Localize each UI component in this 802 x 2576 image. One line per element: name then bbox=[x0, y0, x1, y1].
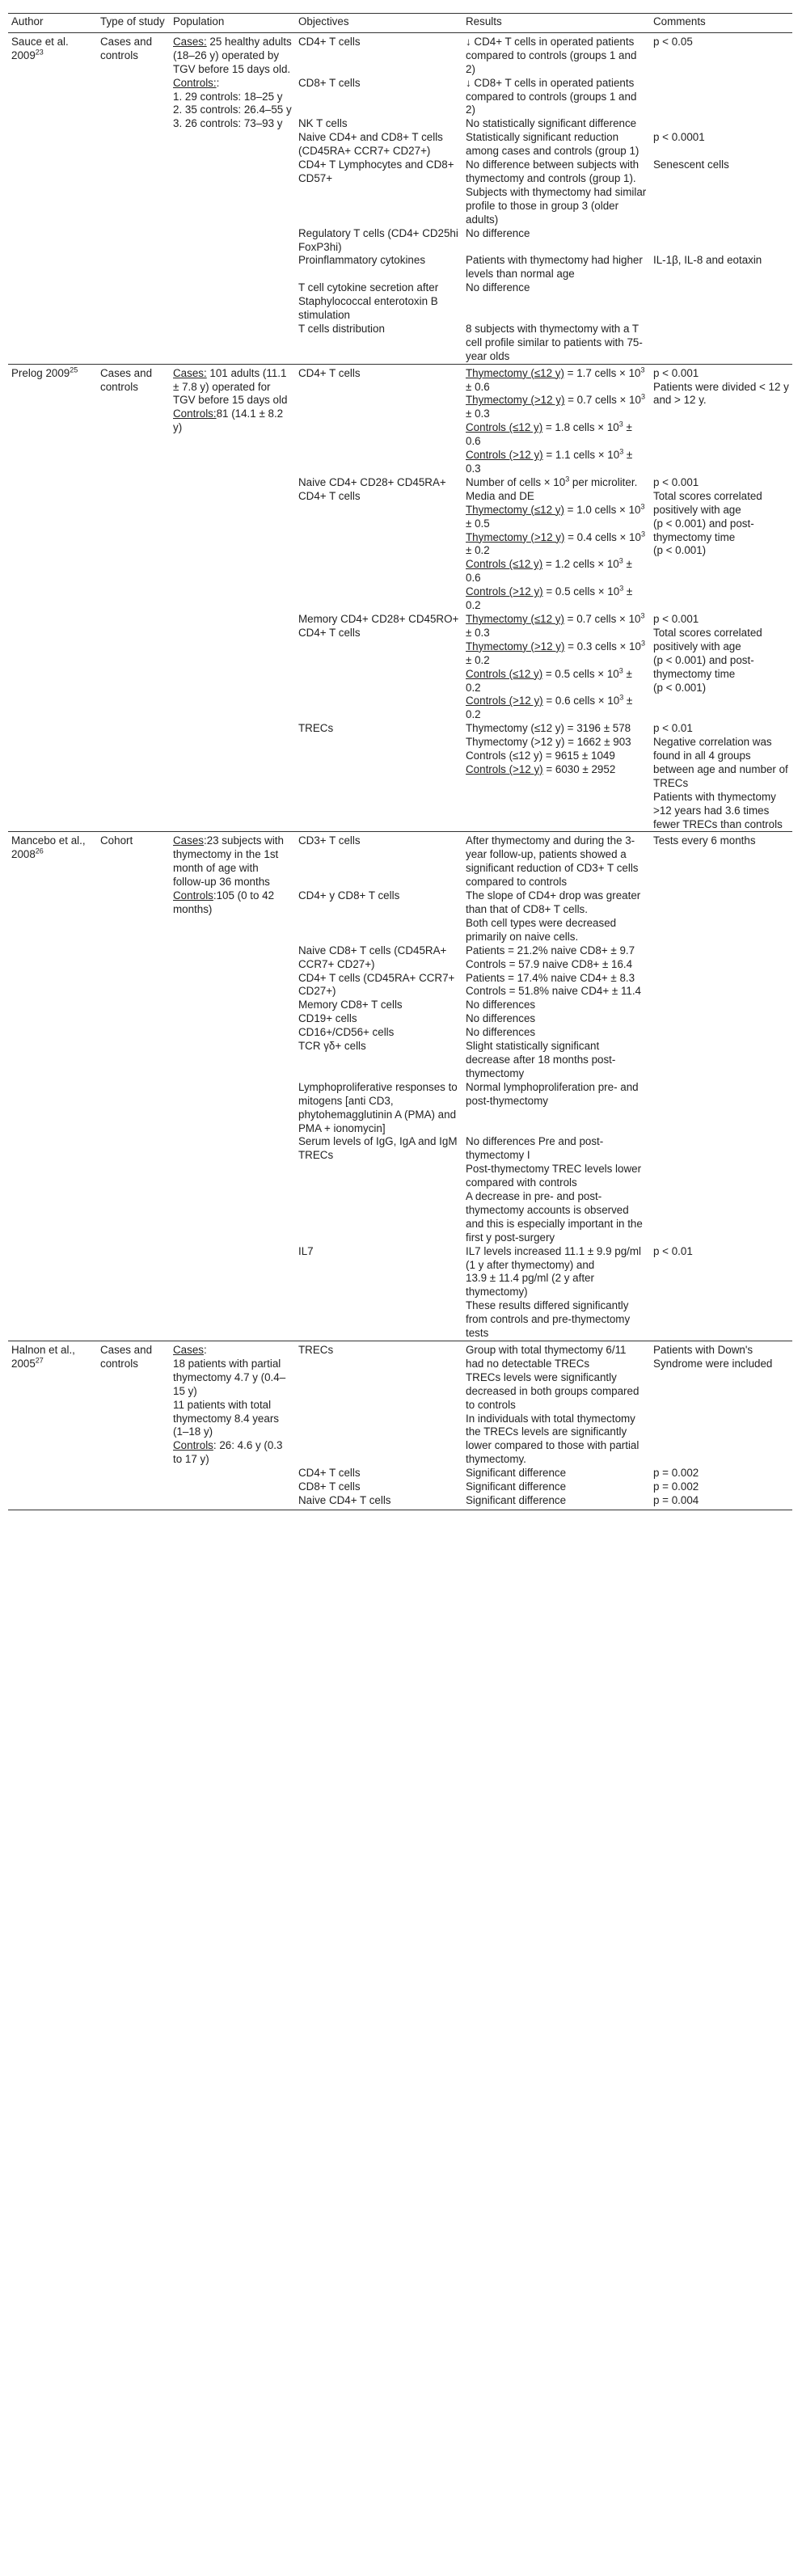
comment-cell bbox=[650, 889, 792, 944]
objective-cell: CD4+ T cells (CD45RA+ CCR7+ CD27+) bbox=[298, 971, 455, 998]
comment-cell: p < 0.05 bbox=[650, 32, 792, 76]
population-cases-label: Cases bbox=[173, 1344, 204, 1356]
result-cell bbox=[462, 476, 650, 613]
result-text: ± 0.6 bbox=[466, 558, 632, 585]
result-cell: ↓ CD8+ T cells in operated patients compared to controls (groups 1 and 2) bbox=[466, 76, 637, 116]
result-cell: No differences bbox=[466, 999, 536, 1011]
objective-cell: CD4+ T cells bbox=[295, 364, 462, 476]
author-cell bbox=[8, 832, 97, 1341]
objective-cell: T cell cytokine secretion after Staphylococcal enterotoxin B stimulation bbox=[298, 281, 439, 322]
population-text: Cases: bbox=[173, 35, 207, 48]
result-cell: 8 subjects with thymectomy with a T cell profile similar to patients with 75-year olds bbox=[466, 322, 643, 362]
objective-cell: CD19+ cells CD16+/CD56+ cells TCR γδ+ cells bbox=[298, 1012, 395, 1053]
result-text: ± 0.5 bbox=[466, 517, 490, 530]
result-group-label: Controls (≤12 y) bbox=[466, 667, 543, 680]
objective-cell: Memory CD4+ CD28+ CD45RO+ CD4+ T cells bbox=[298, 612, 459, 639]
result-group-label: Controls (≤12 y) bbox=[466, 558, 543, 571]
result-cell: Significant difference bbox=[466, 1467, 567, 1480]
result-cell: No difference bbox=[466, 281, 530, 294]
objective-cell: TRECs bbox=[295, 1341, 462, 1467]
comment-cell: Senescent cells bbox=[653, 158, 729, 171]
result-group-label: Thymectomy (>12 y) bbox=[466, 530, 565, 543]
result-text: Number of cells × 10 bbox=[466, 475, 566, 488]
objective-cell: Proinflammatory cytokines bbox=[298, 254, 426, 267]
comment-cell bbox=[650, 1012, 792, 1081]
result-cell bbox=[462, 722, 650, 832]
author-year: 2005 bbox=[11, 1357, 36, 1370]
header-row bbox=[8, 14, 792, 33]
result-text: = 0.7 cells × 10 bbox=[564, 612, 641, 625]
population-cases-text: : 18 patients with partial thymectomy 4.7 y (0.4–15 y) 11 patients with total thymectomy 8.4 years (1–18 y) bbox=[173, 1344, 286, 1438]
reference-number: 23 bbox=[35, 48, 44, 57]
result-text: = 0.4 cells × 10 bbox=[564, 530, 641, 543]
result-group-label: Thymectomy (≤12 y) bbox=[466, 503, 564, 516]
result-text: = 1.2 cells × 10 bbox=[542, 558, 619, 571]
result-sup: 3 bbox=[618, 666, 623, 675]
comment-cell: p = 0.004 bbox=[653, 1493, 699, 1506]
header-type: Type of study bbox=[97, 14, 170, 33]
result-text: ± 0.3 bbox=[466, 449, 633, 475]
table-row bbox=[8, 364, 792, 476]
reference-number: 25 bbox=[70, 365, 78, 374]
result-sup: 3 bbox=[565, 475, 570, 484]
population-text: :105 (0 to 42 months) bbox=[173, 889, 275, 915]
population-cases-label: Cases: bbox=[173, 366, 207, 379]
result-cell: No difference bbox=[466, 226, 530, 239]
result-cell: IL7 levels increased 11.1 ± 9.9 pg/ml (1 y after thymectomy) and 13.9 ± 11.4 pg/ml (2 y after thymectomy) These results differed significantly from controls and pre-thymectomy tests bbox=[466, 1244, 642, 1340]
result-text: ± 0.2 bbox=[466, 695, 633, 721]
author-name: Halnon et al., bbox=[11, 1344, 75, 1356]
comment-cell: p = 0.002 bbox=[653, 1467, 699, 1480]
result-cell: ↓ CD4+ T cells in operated patients compared to controls (groups 1 and 2) bbox=[462, 32, 650, 76]
result-cell: After thymectomy and during the 3-year follow-up, patients showed a significant reduction of CD3+ T cells compared to controls bbox=[462, 832, 650, 889]
result-text: = 0.6 cells × 10 bbox=[542, 695, 620, 707]
result-sup: 3 bbox=[640, 393, 645, 401]
result-sup: 3 bbox=[618, 556, 623, 565]
result-cell: No statistically significant difference bbox=[466, 117, 637, 130]
comment-cell: IL-1β, IL-8 and eotaxin bbox=[653, 254, 762, 267]
objective-cell: CD4+ y CD8+ T cells bbox=[298, 889, 400, 902]
study-type-cell: Cases and controls bbox=[97, 32, 170, 364]
population-controls-label: Controls: bbox=[173, 408, 217, 420]
population-controls-text: : 26: 4.6 y (0.3 to 17 y) bbox=[173, 1439, 283, 1466]
result-text: = 6030 ± 2952 bbox=[542, 762, 616, 775]
result-group-label: Controls (>12 y) bbox=[466, 449, 543, 462]
comment-cell bbox=[650, 1135, 792, 1244]
result-sup: 3 bbox=[640, 530, 645, 538]
comment-cell bbox=[650, 77, 792, 118]
population-text: Cases bbox=[173, 834, 204, 847]
objective-cell: CD4+ T cells bbox=[295, 32, 462, 76]
objective-cell: Naive CD4+ CD28+ CD45RA+ CD4+ T cells bbox=[298, 475, 446, 502]
result-group-label: Thymectomy (≤12 y) bbox=[466, 612, 564, 625]
author-name: Prelog bbox=[11, 366, 46, 379]
result-text: = 1.7 cells × 10 bbox=[564, 366, 641, 379]
objective-cell: Naive CD4+ and CD8+ T cells (CD45RA+ CCR7+ CD27+) bbox=[298, 131, 443, 158]
result-cell: No differences Pre and post-thymectomy I Post-thymectomy TREC levels lower compared with controls A decrease in pre- and post-thymectomy accounts is observed and this is especially important in the first y post-surgery bbox=[466, 1135, 643, 1244]
reference-number: 27 bbox=[35, 1356, 44, 1365]
objective-cell: Lymphoproliferative responses to mitogens [anti CD3, phytohemagglutinin A (PMA) and PMA + ionomycin] bbox=[298, 1080, 458, 1134]
objective-cell: CD4+ T Lymphocytes and CD8+ CD57+ bbox=[298, 158, 454, 184]
objective-cell: IL7 bbox=[298, 1244, 314, 1257]
result-sup: 3 bbox=[619, 447, 624, 456]
result-cell: Significant difference bbox=[466, 1493, 567, 1506]
result-sup: 3 bbox=[640, 502, 645, 511]
result-cell: Significant difference bbox=[466, 1480, 567, 1493]
result-sup: 3 bbox=[619, 584, 624, 593]
population-cell bbox=[170, 1341, 295, 1510]
author-name: Sauce et al. bbox=[11, 35, 69, 48]
population-text: : bbox=[216, 76, 220, 89]
result-cell: Statistically significant reduction among cases and controls (group 1) bbox=[466, 131, 639, 158]
result-text: Thymectomy (>12 y) = 1662 ± 903 bbox=[466, 736, 631, 749]
header-objectives: Objectives bbox=[295, 14, 462, 33]
table-body bbox=[8, 32, 792, 1509]
comment-cell: p < 0.001 Patients were divided < 12 y and > 12 y. bbox=[650, 364, 792, 476]
result-group-label: Controls (>12 y) bbox=[466, 585, 543, 598]
author-cell bbox=[8, 32, 97, 364]
result-cell: The slope of CD4+ drop was greater than that of CD8+ T cells. Both cell types were decreased primarily on naive cells. bbox=[466, 889, 641, 943]
result-cell bbox=[462, 613, 650, 722]
result-text: Thymectomy (≤12 y) = 3196 ± 578 bbox=[466, 722, 631, 735]
result-sup: 3 bbox=[618, 420, 623, 429]
population-controls-label: Controls bbox=[173, 1439, 213, 1452]
result-cell: Patients = 21.2% naive CD8+ ± 9.7 Controls = 57.9 naive CD8+ ± 16.4 bbox=[466, 944, 635, 970]
author-year: 2008 bbox=[11, 848, 36, 861]
result-text: ± 0.3 bbox=[466, 626, 490, 639]
author-year: 2009 bbox=[11, 49, 36, 61]
header-comments: Comments bbox=[650, 14, 792, 33]
studies-table bbox=[8, 13, 792, 1510]
objective-cell: T cells distribution bbox=[298, 322, 385, 335]
result-group-label: Controls (≤12 y) bbox=[466, 421, 543, 434]
comment-cell bbox=[650, 1081, 792, 1136]
comment-cell: p = 0.002 bbox=[653, 1480, 699, 1493]
objective-cell: Naive CD4+ T cells bbox=[298, 1493, 391, 1506]
objective-cell: Serum levels of IgG, IgA and IgM TRECs bbox=[298, 1135, 458, 1162]
objective-cell: Regulatory T cells (CD4+ CD25hi FoxP3hi) bbox=[298, 226, 458, 253]
result-text: = 0.5 cells × 10 bbox=[542, 667, 619, 680]
population-text: 25 healthy adults (18–26 y) operated by TGV before 15 days old. bbox=[173, 35, 292, 75]
comment-cell: p < 0.001 Total scores correlated positively with age (p < 0.001) and post-thymectomy time (p < 0.001) bbox=[653, 475, 762, 557]
population-controls-text: 81 (14.1 ± 8.2 y) bbox=[173, 408, 284, 434]
header-author: Author bbox=[8, 14, 97, 33]
objective-cell: CD3+ T cells bbox=[295, 832, 462, 889]
result-text: ± 0.6 bbox=[466, 421, 632, 448]
header-results: Results bbox=[462, 14, 650, 33]
result-group-label: Controls (>12 y) bbox=[466, 762, 543, 775]
comment-cell bbox=[650, 281, 792, 323]
result-text: ± 0.2 bbox=[466, 653, 490, 666]
result-group-label: Thymectomy (>12 y) bbox=[466, 394, 565, 407]
author-cell bbox=[8, 364, 97, 832]
result-text: = 1.1 cells × 10 bbox=[542, 449, 620, 462]
result-text: ± 0.3 bbox=[466, 408, 490, 420]
result-group-label: Thymectomy (≤12 y) bbox=[466, 366, 564, 379]
comment-cell bbox=[650, 117, 792, 131]
result-text: ± 0.6 bbox=[466, 380, 490, 393]
table-row bbox=[8, 1341, 792, 1467]
reference-number: 26 bbox=[35, 847, 44, 855]
objective-cell: CD8+ T cells bbox=[298, 1480, 361, 1493]
study-type-cell: Cases and controls bbox=[97, 364, 170, 832]
result-group-label: Controls (>12 y) bbox=[466, 695, 543, 707]
result-text: = 0.7 cells × 10 bbox=[564, 394, 641, 407]
study-type-cell: Cases and controls bbox=[97, 1341, 170, 1510]
result-text: = 0.3 cells × 10 bbox=[564, 640, 641, 652]
result-sup: 3 bbox=[619, 693, 624, 702]
objective-cell: CD8+ T cells bbox=[298, 76, 361, 89]
table-row bbox=[8, 32, 792, 76]
result-group-label: Thymectomy (>12 y) bbox=[466, 640, 565, 652]
result-text: = 1.8 cells × 10 bbox=[542, 421, 619, 434]
result-cell: Normal lymphoproliferation pre- and post-thymectomy bbox=[466, 1080, 639, 1107]
comment-cell bbox=[650, 999, 792, 1012]
result-cell bbox=[462, 364, 650, 476]
population-text: 2. 35 controls: 26.4–55 y bbox=[173, 103, 292, 116]
comment-cell: Tests every 6 months bbox=[650, 832, 792, 889]
comment-cell: p < 0.0001 bbox=[653, 131, 705, 144]
objective-cell: TRECs bbox=[298, 722, 334, 735]
result-text: = 1.0 cells × 10 bbox=[564, 503, 641, 516]
objective-cell: CD4+ T cells bbox=[298, 1467, 361, 1480]
comment-cell: Patients with Down's Syndrome were included bbox=[650, 1341, 792, 1467]
population-text: :23 subjects with thymectomy in the 1st month of age with follow-up 36 months bbox=[173, 834, 284, 889]
result-cell: Patients with thymectomy had higher levels than normal age bbox=[466, 254, 643, 281]
result-sup: 3 bbox=[640, 611, 645, 620]
result-cell: Patients = 17.4% naive CD4+ ± 8.3 Controls = 51.8% naive CD4+ ± 11.4 bbox=[466, 971, 642, 998]
result-text: ± 0.2 bbox=[466, 585, 633, 612]
header-population: Population bbox=[170, 14, 295, 33]
result-cell: No difference between subjects with thymectomy and controls (group 1). Subjects with thymectomy had similar profile to those in group 3 (older adults) bbox=[466, 158, 647, 226]
population-cell bbox=[170, 832, 295, 1341]
objective-cell: Memory CD8+ T cells bbox=[298, 999, 403, 1011]
author-year: 2009 bbox=[45, 366, 70, 379]
result-text: per microliter. Media and DE bbox=[466, 475, 638, 502]
comment-cell bbox=[650, 227, 792, 255]
result-text: Controls (≤12 y) = 9615 ± 1049 bbox=[466, 750, 615, 762]
comment-cell: p < 0.01 Negative correlation was found in all 4 groups between age and number of TRECs Patients with thymectomy >12 years had 3.6 times fewer TRECs than controls bbox=[653, 722, 788, 830]
author-cell bbox=[8, 1341, 97, 1510]
result-text: = 0.5 cells × 10 bbox=[542, 585, 620, 598]
result-sup: 3 bbox=[640, 639, 645, 648]
objective-cell: NK T cells bbox=[298, 117, 348, 130]
study-type-cell: Cohort bbox=[97, 832, 170, 1341]
population-text: Controls: bbox=[173, 76, 217, 89]
population-cases-text: 101 adults (11.1 ± 7.8 y) operated for TGV before 15 days old bbox=[173, 366, 288, 407]
objective-cell: Naive CD8+ T cells (CD45RA+ CCR7+ CD27+) bbox=[298, 944, 447, 970]
comment-cell bbox=[650, 972, 792, 999]
population-cell bbox=[170, 32, 295, 364]
population-text: 1. 29 controls: 18–25 y bbox=[173, 90, 283, 103]
comment-cell bbox=[650, 323, 792, 364]
result-cell: Group with total thymectomy 6/11 had no detectable TRECs TRECs levels were significantly decreased in both groups compared to controls In individuals with total thymectomy the TRECs levels are significantly lower compared to those with partial thymectomy. bbox=[462, 1341, 650, 1467]
comment-cell bbox=[650, 944, 792, 972]
table-row bbox=[8, 832, 792, 889]
author-name: Mancebo et al., bbox=[11, 834, 86, 847]
result-text: ± 0.2 bbox=[466, 667, 632, 694]
result-cell: No differences No differences Slight statistically significant decrease after 18 months post-thymectomy bbox=[466, 1012, 616, 1079]
population-cell bbox=[170, 364, 295, 832]
population-text: Controls bbox=[173, 889, 213, 902]
comment-cell: p < 0.01 bbox=[653, 1244, 693, 1257]
result-text: ± 0.2 bbox=[466, 544, 490, 557]
result-sup: 3 bbox=[640, 365, 645, 374]
population-text: 3. 26 controls: 73–93 y bbox=[173, 117, 283, 130]
comment-cell: p < 0.001 Total scores correlated positively with age (p < 0.001) and post-thymectomy time (p < 0.001) bbox=[653, 612, 762, 694]
